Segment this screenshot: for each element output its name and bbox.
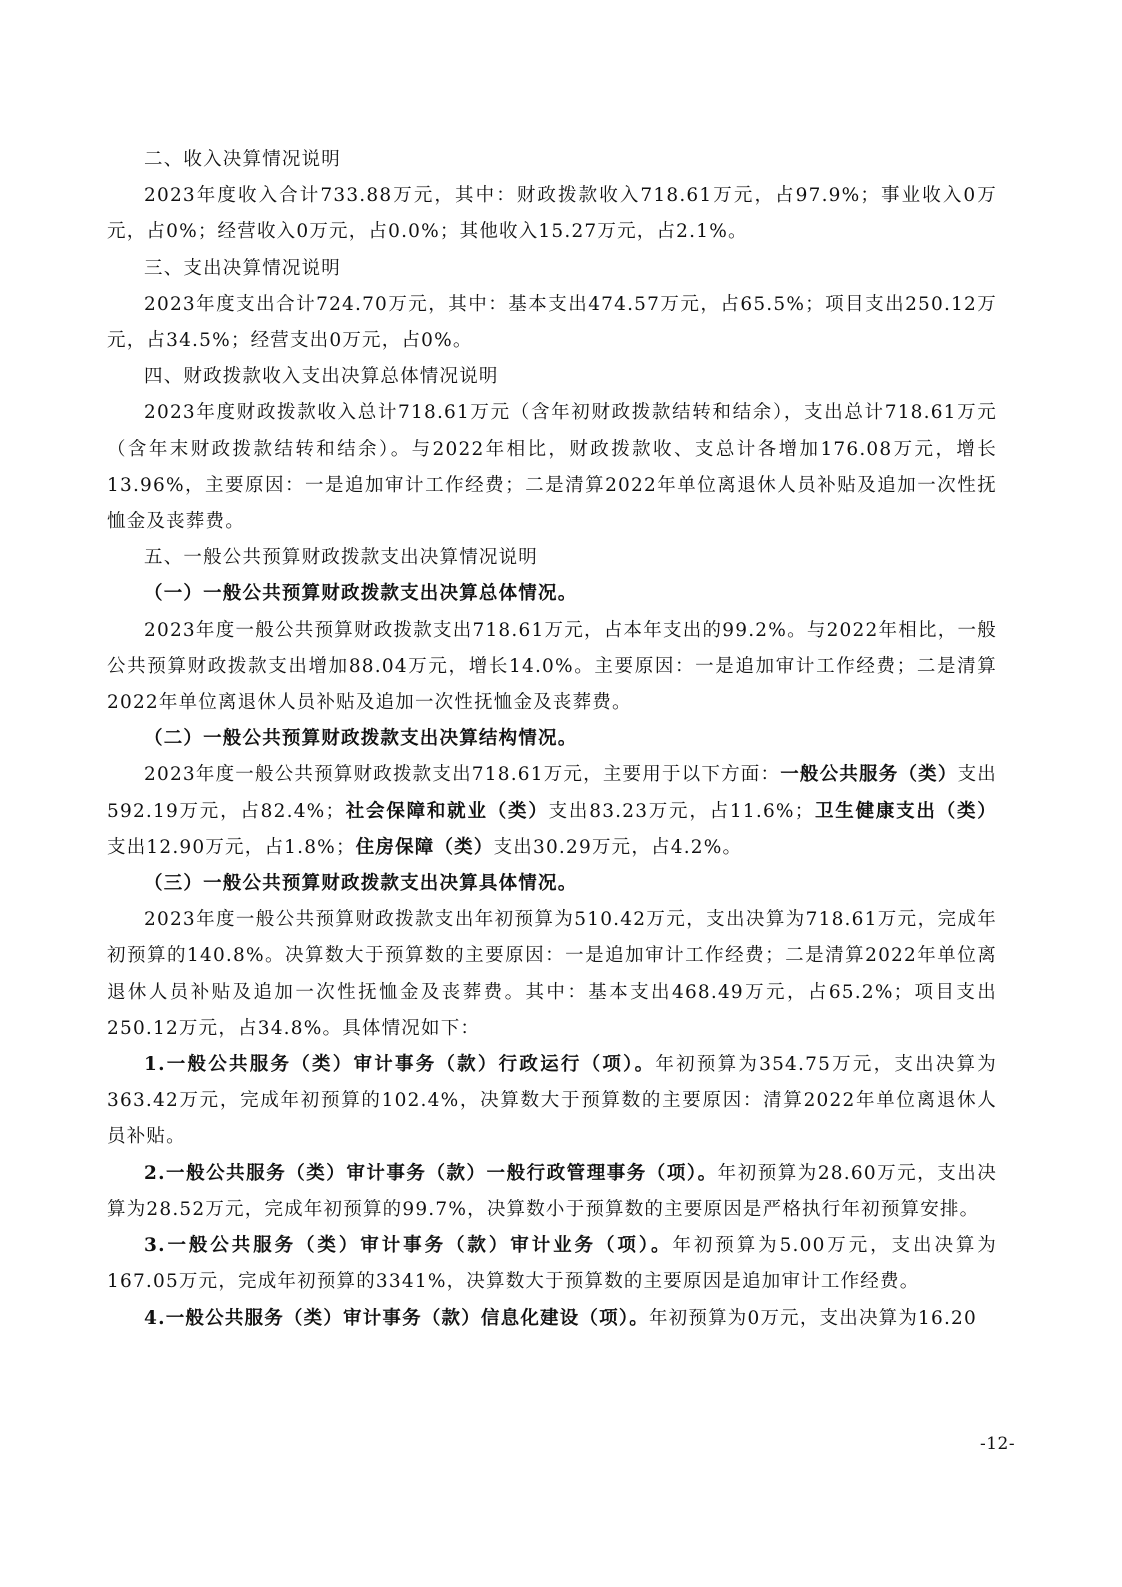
detail-item-title: 1.一般公共服务（类）审计事务（款）行政运行（项）。 <box>144 1054 656 1076</box>
detail-subheading: （三）一般公共预算财政拨款支出决算具体情况。 <box>144 873 578 895</box>
structure-paragraph <box>107 757 997 866</box>
expense-paragraph: 2023年度支出合计724.70万元，其中：基本支出474.57万元，占65.5%；项目支出250.12万元，占34.5%；经营支出0万元，占0%。 <box>107 293 997 352</box>
structure-category-2: 社会保障和就业（类） <box>345 800 549 822</box>
structure-text-2: 支出83.23万元，占11.6%； <box>548 800 815 822</box>
detail-item-text: 年初预算为354.75万元，支出决算为363.42万元，完成年初预算的102.4%，决算数大于预算数的主要原因：清算2022年单位离退休人员补贴。 <box>107 1054 998 1148</box>
detail-item-title: 4.一般公共服务（类）审计事务（款）信息化建设（项）。 <box>144 1307 649 1329</box>
structure-intro: 2023年度一般公共预算财政拨款支出718.61万元，主要用于以下方面： <box>144 764 781 786</box>
document-body <box>107 142 997 1337</box>
detail-paragraph: 2023年度一般公共预算财政拨款支出年初预算为510.42万元，支出决算为718.61万元，完成年初预算的140.8%。决算数大于预算数的主要原因：一是追加审计工作经费；二是清算2022年单位离退休人员补贴及追加一次性抚恤金及丧葬费。其中：基本支出468.49万元，占65.2%；项目支出250.12万元，占34.8%。具体情况如下： <box>107 909 997 1039</box>
detail-item-2 <box>107 1156 997 1228</box>
detail-item-title: 3.一般公共服务（类）审计事务（款）审计业务（项）。 <box>144 1235 673 1257</box>
overall-paragraph: 2023年度一般公共预算财政拨款支出718.61万元，占本年支出的99.2%。与2022年相比，一般公共预算财政拨款支出增加88.04万元，增长14.0%。主要原因：一是追加审计工作经费；二是清算2022年单位离退休人员补贴及追加一次性抚恤金及丧葬费。 <box>107 619 997 714</box>
page-number: -12- <box>980 1434 1016 1454</box>
detail-item-1 <box>107 1047 997 1156</box>
structure-category-4: 住房保障（类） <box>355 836 494 858</box>
detail-item-title: 2.一般公共服务（类）审计事务（款）一般行政管理事务（项）。 <box>144 1162 718 1184</box>
fiscal-paragraph: 2023年度财政拨款收入总计718.61万元（含年初财政拨款结转和结余），支出总计718.61万元（含年末财政拨款结转和结余）。与2022年相比，财政拨款收、支总计各增加176.08万元，增长13.96%，主要原因：一是追加审计工作经费；二是清算2022年单位离退休人员补贴及追加一次性抚恤金及丧葬费。 <box>107 402 997 533</box>
structure-category-1: 一般公共服务（类） <box>780 764 958 786</box>
structure-text-3: 支出12.90万元，占1.8%； <box>107 836 356 858</box>
expense-heading: 三、支出决算情况说明 <box>144 257 342 279</box>
structure-text-4: 支出30.29万元，占4.2%。 <box>493 836 743 858</box>
structure-category-3: 卫生健康支出（类） <box>814 800 998 822</box>
overall-subheading: （一）一般公共预算财政拨款支出决算总体情况。 <box>144 583 578 605</box>
general-budget-heading: 五、一般公共预算财政拨款支出决算情况说明 <box>144 547 539 569</box>
structure-text-1: 支出592.19万元，占82.4%； <box>107 764 998 822</box>
detail-item-text: 年初预算为5.00万元，支出决算为167.05万元，完成年初预算的3341%，决算数大于预算数的主要原因是追加审计工作经费。 <box>107 1235 998 1293</box>
detail-item-4 <box>107 1301 997 1337</box>
structure-subheading: （二）一般公共预算财政拨款支出决算结构情况。 <box>144 728 578 750</box>
income-paragraph: 2023年度收入合计733.88万元，其中：财政拨款收入718.61万元，占97.9%；事业收入0万元，占0%；经营收入0万元，占0.0%；其他收入15.27万元，占2.1%。 <box>107 185 997 243</box>
detail-item-3 <box>107 1228 997 1300</box>
income-heading: 二、收入决算情况说明 <box>144 149 342 170</box>
detail-item-text: 年初预算为28.60万元，支出决算为28.52万元，完成年初预算的99.7%，决算数小于预算数的主要原因是严格执行年初预算安排。 <box>107 1162 997 1220</box>
detail-item-text: 年初预算为0万元，支出决算为16.20 <box>648 1307 978 1329</box>
fiscal-heading: 四、财政拨款收入支出决算总体情况说明 <box>144 366 499 388</box>
